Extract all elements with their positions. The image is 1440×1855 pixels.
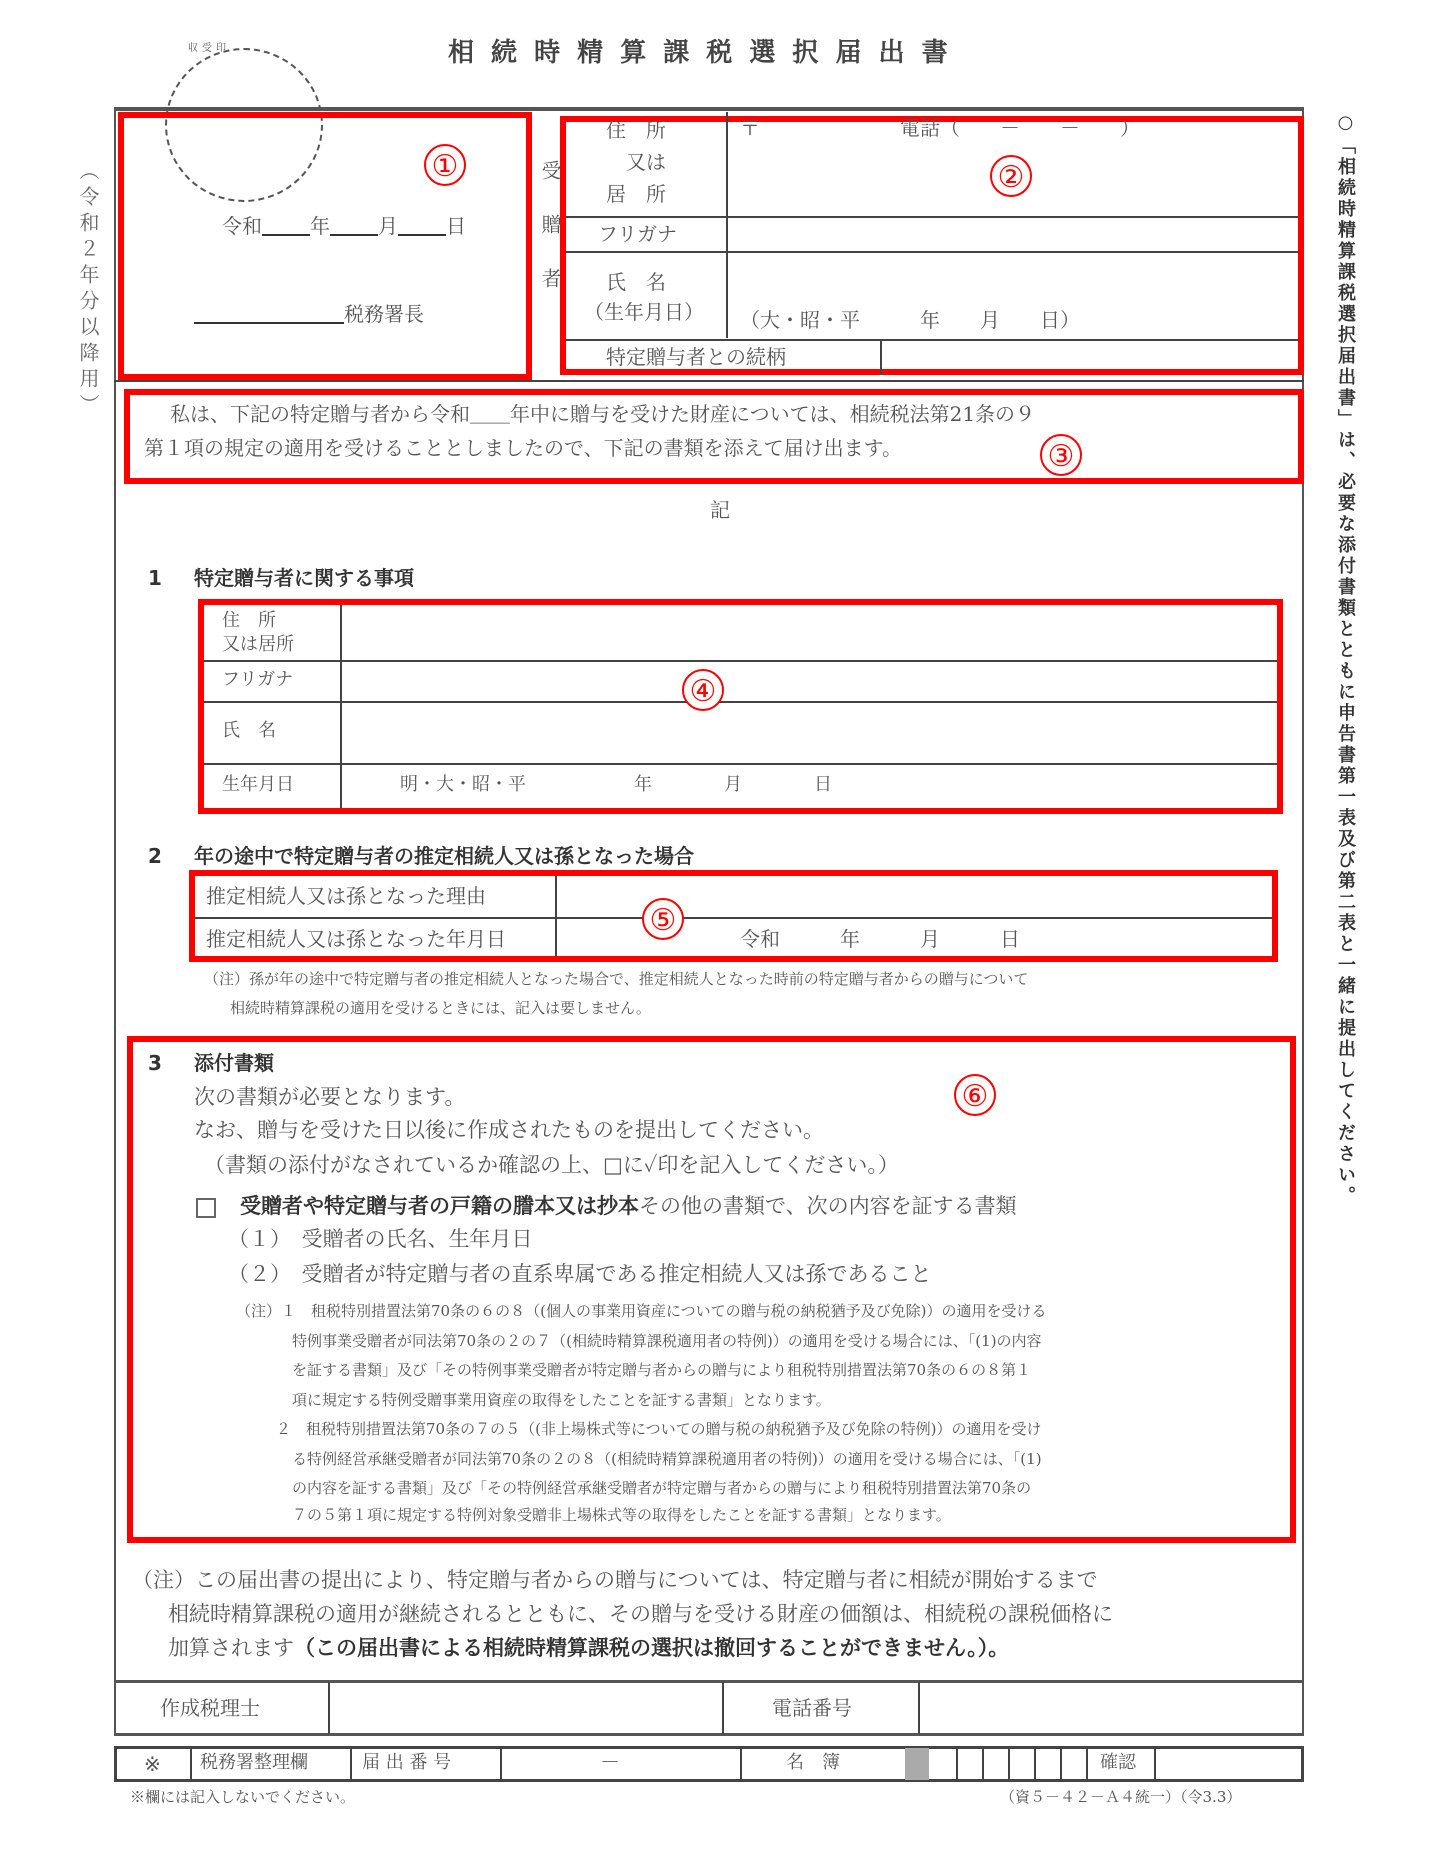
ki-label: 記 — [710, 498, 730, 522]
recipient-side-label: 受贈者 — [538, 160, 562, 322]
became-date-field[interactable]: 令和 年 月 日 — [740, 927, 1020, 951]
marker-6: ⑥ — [954, 1074, 996, 1116]
attach-line-2: なお、贈与を受けた日以後に作成されたものを提出してください。 — [194, 1118, 824, 1142]
birth-label: （生年月日） — [584, 300, 704, 324]
attachment-bold-label: 受贈者や特定贈与者の戸籍の謄本又は抄本 — [240, 1194, 639, 1218]
bottom-note-3: 加算されます — [168, 1636, 294, 1660]
bottom-note-3-bold: （この届出書による相続時精算課税の選択は撤回することができません。）。 — [294, 1636, 1010, 1660]
name-label: 氏 名 — [606, 270, 666, 294]
furigana-label: フリガナ — [598, 222, 677, 246]
attach-line-3: （書類の添付がなされているか確認の上、□に✓印を記入してください。） — [204, 1153, 899, 1177]
became-date-label: 推定相続人又は孫となった年月日 — [206, 927, 506, 951]
recipient-birthdate-field[interactable]: （大・昭・平 年 月 日） — [740, 308, 1080, 332]
relation-label: 特定贈与者との続柄 — [606, 345, 786, 369]
donor-address-label: 住 所 — [222, 610, 276, 631]
postal-mark: 〒 — [740, 116, 760, 140]
month-label: 月 — [378, 214, 398, 238]
marker-5: ⑤ — [642, 898, 684, 940]
stamp-label: 収受印 — [188, 43, 230, 54]
attach-item-2: （２） 受贈者が特定贈与者の直系卑属である推定相続人又は孫であること — [228, 1262, 932, 1286]
filing-number-dash: － — [600, 1750, 620, 1774]
attach-line-1: 次の書類が必要となります。 — [194, 1085, 466, 1109]
register-label: 名 簿 — [786, 1752, 840, 1773]
office-label: 税務署整理欄 — [200, 1752, 308, 1773]
statement-line-1: 私は、下記の特定贈与者から令和＿＿年中に贈与を受けた財産については、相続税法第21条の９ — [170, 402, 1036, 426]
attach-note: ７の５第１項に規定する特例対象受贈非上場株式等の取得をしたことを証する書類」となります。 — [292, 1506, 951, 1524]
attachment-checkbox[interactable] — [196, 1198, 216, 1218]
attach-note: を証する書類」及び「その特例事業受贈者が特定贈与者からの贈与により租税特別措置法第70条の６の８第１ — [292, 1361, 1032, 1379]
accountant-phone-field[interactable] — [922, 1684, 1300, 1732]
attach-note: 特例事業受贈者が同法第70条の２の７（(相続時精算課税適用者の特例)）の適用を受ける場合には、「(1)の内容 — [292, 1332, 1042, 1350]
attach-note: 項に規定する特例受贈事業用資産の取得をしたことを証する書類」となります。 — [292, 1391, 831, 1409]
right-vertical-note: ○「相続時精算課税選択届出書」は、必要な添付書類とともに申告書第一表及び第二表と一緒に提出してください。 — [1335, 112, 1356, 1207]
day-label: 日 — [446, 214, 466, 238]
marker-2: ② — [990, 155, 1032, 197]
form-title: 相 続 時 精 算 課 税 選 択 届 出 書 — [448, 38, 952, 68]
donor-furigana-label: フリガナ — [222, 669, 294, 690]
attach-note: （注）１ 租税特別措置法第70条の６の８（(個人の事業用資産についての贈与税の納税猶予及び免除)）の適用を受ける — [236, 1302, 1047, 1320]
section3-number: 3 — [148, 1051, 162, 1075]
section2-note-1: （注）孫が年の途中で特定贈与者の推定相続人となった場合で、推定相続人となった時前の特定贈与者からの贈与について — [204, 970, 1029, 988]
attach-note: ２ 租税特別措置法第70条の７の５（(非上場株式等についての贈与税の納税猶予及び免除の特例)）の適用を受け — [276, 1420, 1042, 1438]
donor-birthdate-field[interactable]: 明・大・昭・平 年 月 日 — [400, 774, 832, 795]
marker-1: ① — [424, 144, 466, 186]
section2-note-2: 相続時精算課税の適用を受けるときには、記入は要しません。 — [230, 999, 651, 1017]
left-vertical-note: （令和２年分以降用） — [76, 160, 100, 420]
donor-name-label: 氏 名 — [222, 720, 276, 741]
date-field[interactable] — [222, 216, 466, 236]
highlight-box-1 — [118, 112, 532, 380]
section2-heading: 年の途中で特定贈与者の推定相続人又は孫となった場合 — [194, 844, 694, 868]
section2-number: 2 — [148, 844, 162, 868]
confirm-label: 確認 — [1100, 1752, 1136, 1773]
tax-office-field[interactable] — [194, 304, 424, 324]
attach-item-1: （１） 受贈者の氏名、生年月日 — [228, 1227, 533, 1251]
year-label: 年 — [310, 214, 330, 238]
era-label: 令和 — [222, 214, 262, 238]
address-label-or: 又は — [626, 150, 666, 174]
reason-label: 推定相続人又は孫となった理由 — [206, 884, 486, 908]
form-code: （資５－４２－Ａ４統一）（令3.3） — [1000, 1788, 1242, 1806]
section3-heading: 添付書類 — [194, 1051, 274, 1075]
section1-number: 1 — [148, 566, 162, 590]
filing-number-label: 届 出 番 号 — [362, 1752, 452, 1773]
office-mark: ※ — [144, 1752, 161, 1776]
footer-note: ※欄には記入しないでください。 — [130, 1788, 356, 1806]
bottom-note-1: （注）この届出書の提出により、特定贈与者からの贈与については、特定贈与者に相続が開始するまで — [132, 1568, 1098, 1592]
marker-3: ③ — [1040, 434, 1082, 476]
statement-line-2: 第１項の規定の適用を受けることとしましたので、下記の書類を添えて届け出ます。 — [144, 436, 902, 460]
accountant-field[interactable] — [332, 1684, 720, 1732]
bottom-note-2: 相続時精算課税の適用が継続されるとともに、その贈与を受ける財産の価額は、相続税の課税価格に — [168, 1602, 1113, 1626]
attach-note: る特例経営承継受贈者が同法第70条の２の８（(相続時精算課税適用者の特例)）の適用を受ける場合には、「(1) — [292, 1450, 1042, 1468]
donor-birth-label: 生年月日 — [222, 774, 294, 795]
section1-heading: 特定贈与者に関する事項 — [194, 566, 414, 590]
accountant-phone-label: 電話番号 — [772, 1696, 852, 1720]
address-label: 住 所 — [606, 118, 666, 142]
attach-note: の内容を証する書類」及び「その特例経営承継受贈者が特定贈与者からの贈与により租税特別措置法第70条の — [292, 1479, 1032, 1497]
marker-4: ④ — [682, 669, 724, 711]
donor-residence-label: 又は居所 — [222, 634, 294, 655]
accountant-label: 作成税理士 — [160, 1696, 260, 1720]
tax-office-suffix: 税務署長 — [344, 302, 424, 326]
recipient-phone-field[interactable]: 電話（ － － ） — [900, 116, 1140, 140]
attachment-rest-label: その他の書類で、次の内容を証する書類 — [639, 1194, 1017, 1218]
residence-label: 居 所 — [606, 182, 666, 206]
